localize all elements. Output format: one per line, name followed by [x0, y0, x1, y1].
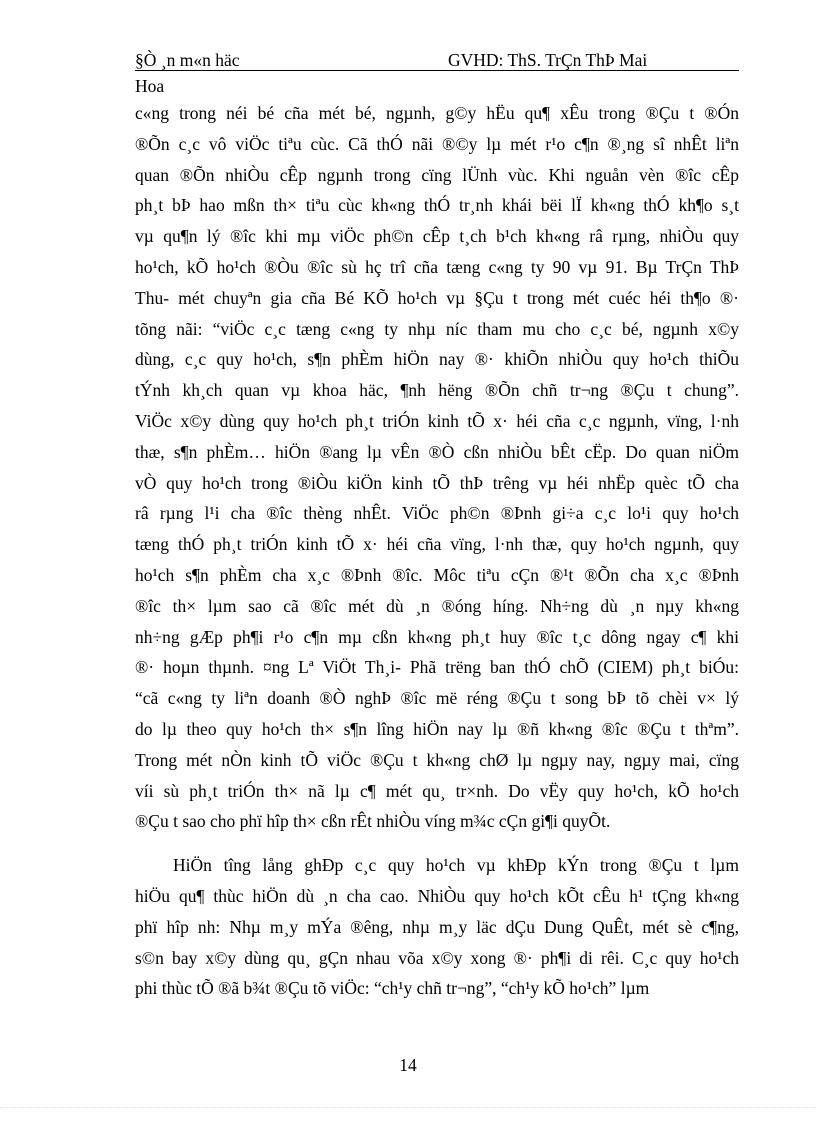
paragraph-2 [135, 850, 739, 1004]
header-rule [135, 70, 739, 71]
text-line: phi thùc tÕ ®ã b¾t ®Çu tõ viÖc: “ch¹y chñ tr¬ng”, “ch¹y kÕ ho¹ch” lµm [135, 978, 650, 999]
page-number: 14 [399, 1055, 417, 1075]
text-line: ®· hoµn thµnh. ¤ng Lª ViÖt Th¸i- Phã trëng ban thÓ chÕ (CIEM) ph¸t biÓu: [135, 657, 739, 678]
text-line: vµ qu¶n lý ®îc khi mµ viÖc ph©n cÊp t¸ch b¹ch kh«ng râ rµng, nhiÒu quy [135, 226, 739, 247]
text-line: do lµ theo quy ho¹ch th× s¶n lîng hiÖn nay lµ ®ñ kh«ng ®îc ®Çu t thªm”. [135, 718, 739, 739]
text-line: Trong mét nÒn kinh tÕ viÖc ®Çu t kh«ng chØ lµ ngµy nay, ngµy mai, cïng [135, 749, 739, 770]
text-line: ®Çu t sao cho phï hîp th× cßn rÊt nhiÒu víng m¾c cÇn gi¶i quyÕt. [135, 811, 611, 832]
text-line: ®îc th× lµm sao cã ®îc mét dù ¸n ®óng híng. Nh÷ng dù ¸n nµy kh«ng [135, 595, 739, 616]
body-text [135, 98, 739, 1004]
text-line: tæng thÓ ph¸t triÓn kinh tÕ x· héi cña vïng, l·nh thæ, quy ho¹ch ngµnh, quy [135, 534, 739, 555]
text-line: quan ®Õn nhiÒu cÊp ngµnh trong cïng lÜnh vùc. Khi nguån vèn ®îc cÊp [135, 164, 739, 185]
text-line: s©n bay x©y dùng qu¸ gÇn nhau võa x©y xong ®· ph¶i di rêi. C¸c quy ho¹ch [135, 947, 739, 968]
text-line: vÒ quy ho¹ch trong ®iÒu kiÖn kinh tÕ thÞ trêng vµ héi nhËp quèc tÕ cha [135, 472, 739, 493]
header-advisor-wrap: Hoa [135, 76, 165, 96]
paragraph-gap [135, 837, 739, 850]
text-line: ®Õn c¸c vô viÖc tiªu cùc. Cã thÓ nãi ®©y lµ mét r¹o c¶n ®¸ng sî nhÊt liªn [135, 133, 739, 154]
text-line: ho¹ch, kÕ ho¹ch ®Òu ®îc sù hç trî cña tæng c«ng ty 90 vµ 91. Bµ TrÇn ThÞ [135, 256, 739, 277]
text-line: râ rµng l¹i cha ®îc thèng nhÊt. ViÖc ph©n ®Þnh gi÷a c¸c lo¹i quy ho¹ch [135, 503, 739, 524]
text-line: HiÖn tîng lång ghÐp c¸c quy ho¹ch vµ khÐp kÝn trong ®Çu t lµm [173, 855, 739, 876]
text-line: ph¸t bÞ hao mßn th× tiªu cùc kh«ng thÓ tr¸nh khái bëi lÏ kh«ng thÓ kh¶o s¸t [135, 195, 739, 216]
text-line: ViÖc x©y dùng quy ho¹ch ph¸t triÓn kinh tÕ x· héi cña c¸c ngµnh, vïng, l·nh [135, 410, 739, 431]
text-line: ho¹ch s¶n phÈm cha x¸c ®Þnh ®îc. Môc tiªu cÇn ®¹t ®Õn cha x¸c ®Þnh [135, 564, 739, 585]
text-line: nh÷ng gÆp ph¶i r¹o c¶n mµ cßn kh«ng ph¸t huy ®îc t¸c dông ngay c¶ khi [135, 626, 739, 647]
text-line: “cã c«ng ty liªn doanh ®Ò nghÞ ®îc më réng ®Çu t song bÞ tõ chèi v× lý [135, 688, 739, 709]
page-bottom-edge [0, 1107, 816, 1108]
header-advisor: GVHD: ThS. TrÇn ThÞ Mai [448, 50, 648, 70]
text-line: phï hîp nh: Nhµ m¸y mÝa ®êng, nhµ m¸y läc dÇu Dung QuÊt, mét sè c¶ng, [135, 916, 739, 937]
text-line: víi sù ph¸t triÓn th× nã lµ c¶ mét qu¸ tr×nh. Do vËy quy ho¹ch, kÕ ho¹ch [135, 780, 739, 801]
text-line: c«ng trong néi bé cña mét bé, ngµnh, g©y hËu qu¶ xÊu trong ®Çu t ®Ón [135, 103, 739, 123]
text-line: dùng, c¸c quy ho¹ch, s¶n phÈm hiÖn nay ®· khiÕn nhiÒu quy ho¹ch thiÕu [135, 349, 739, 370]
text-line: tÝnh kh¸ch quan vµ khoa häc, ¶nh hëng ®Õn chñ tr¬ng ®Çu t chung”. [135, 380, 739, 401]
text-line: hiÖu qu¶ thùc hiÖn dù ¸n cha cao. NhiÒu quy ho¹ch kÕt cÊu h¹ tÇng kh«ng [135, 885, 739, 906]
text-line: tõng nãi: “viÖc c¸c tæng c«ng ty nhµ níc tham mu cho c¸c bé, ngµnh x©y [135, 318, 739, 339]
paragraph-1 [135, 98, 739, 837]
text-line: thæ, s¶n phÈm… hiÖn ®ang lµ vÊn ®Ò cßn nhiÒu bÊt cËp. Do quan niÖm [135, 441, 739, 462]
text-line: Thu- mét chuyªn gia cña Bé KÕ ho¹ch vµ §Çu t trong mét cuéc héi th¶o ®· [135, 287, 739, 308]
header-course-title: §Ò ¸n m«n häc [135, 50, 240, 70]
